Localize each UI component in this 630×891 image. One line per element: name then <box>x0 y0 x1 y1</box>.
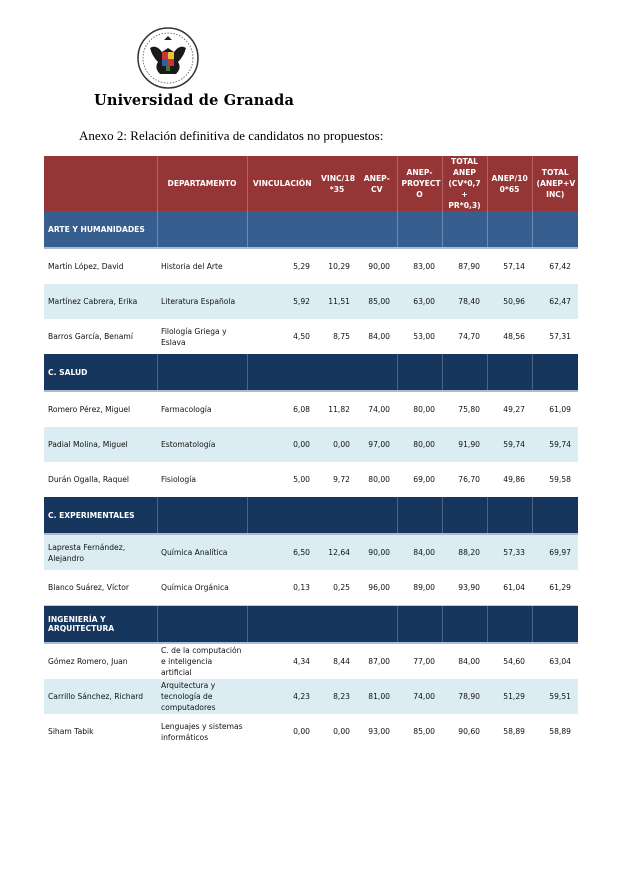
table-row <box>44 391 578 427</box>
department: Química Analítica <box>157 534 247 570</box>
anep-100-65: 48,56 <box>503 332 525 341</box>
anep-cv: 74,00 <box>368 405 390 414</box>
anep-proyecto: 69,00 <box>413 475 435 484</box>
vinc-18-35: 8,44 <box>333 657 350 666</box>
university-name: Universidad de Granada <box>94 92 295 109</box>
total-anep: 84,00 <box>458 657 480 666</box>
section-empty-cell <box>157 606 247 644</box>
department: Farmacología <box>161 405 212 414</box>
section-empty-cell <box>247 497 317 534</box>
section-empty-cell <box>317 211 357 248</box>
vinc-18-35: 8,75 <box>333 332 350 341</box>
total-anep-vinc: 59,51 <box>532 679 578 714</box>
anep-proyecto: 84,00 <box>397 534 442 570</box>
candidate-name: Barros García, Benamí <box>48 332 133 341</box>
total-anep-vinc: 61,09 <box>549 405 571 414</box>
department: C. de la computación e inteligencia artificial <box>161 646 242 677</box>
candidate-name: Padial Molina, Miguel <box>44 427 157 462</box>
anep-100-65: 57,14 <box>503 262 525 271</box>
total-anep-vinc: 62,47 <box>532 284 578 319</box>
table-row <box>44 462 578 497</box>
anep-proyecto: 74,00 <box>397 679 442 714</box>
anep-cv: 85,00 <box>357 284 397 319</box>
vinc-18-35: 0,00 <box>317 427 357 462</box>
vinculacion: 0,13 <box>247 570 317 606</box>
section-empty-cell <box>487 497 532 534</box>
section-empty-cell <box>532 606 578 644</box>
vinculacion: 0,00 <box>293 727 310 736</box>
anep-proyecto: 80,00 <box>413 405 435 414</box>
section-header-row <box>44 354 578 391</box>
table-row <box>44 570 578 606</box>
section-header-row <box>44 606 578 644</box>
total-anep: 76,70 <box>458 475 480 484</box>
anep-100-65: 58,89 <box>503 727 525 736</box>
total-anep: 87,90 <box>458 262 480 271</box>
section-empty-cell <box>317 497 357 534</box>
section-empty-cell <box>247 354 317 391</box>
section-empty-cell <box>357 497 397 534</box>
candidate-name: Siham Tabik <box>48 727 94 736</box>
total-anep: 90,60 <box>458 727 480 736</box>
table-row <box>44 248 578 284</box>
anep-cv: 93,00 <box>368 727 390 736</box>
annex-title: Anexo 2: Relación definitiva de candidatos no propuestos: <box>79 128 384 143</box>
table-row <box>44 319 578 354</box>
total-anep: 93,90 <box>442 570 487 606</box>
anep-cv: 96,00 <box>357 570 397 606</box>
section-empty-cell <box>247 211 317 248</box>
col-header-anep-proyecto: ANEP- PROYECT O <box>397 156 442 211</box>
anep-cv: 80,00 <box>368 475 390 484</box>
section-empty-cell <box>397 606 442 644</box>
vinc-18-35: 8,23 <box>317 679 357 714</box>
table-row <box>44 534 578 570</box>
section-empty-cell <box>157 354 247 391</box>
department: Literatura Española <box>157 284 247 319</box>
vinculacion: 6,50 <box>247 534 317 570</box>
total-anep-vinc: 58,89 <box>549 727 571 736</box>
table-row <box>44 679 578 714</box>
university-crest-icon <box>136 26 200 90</box>
candidate-name: Carrillo Sánchez, Richard <box>44 679 157 714</box>
anep-cv: 87,00 <box>368 657 390 666</box>
total-anep: 91,90 <box>442 427 487 462</box>
col-header-anep-cv: ANEP- CV <box>357 156 397 211</box>
section-empty-cell <box>397 211 442 248</box>
total-anep-vinc: 59,74 <box>532 427 578 462</box>
section-empty-cell <box>317 354 357 391</box>
table-row <box>44 427 578 462</box>
anep-cv: 81,00 <box>357 679 397 714</box>
anep-100-65: 51,29 <box>487 679 532 714</box>
section-title: ARTE Y HUMANIDADES <box>44 211 157 248</box>
vinculacion: 4,23 <box>247 679 317 714</box>
total-anep-vinc: 67,42 <box>549 262 571 271</box>
total-anep: 78,90 <box>442 679 487 714</box>
department: Química Orgánica <box>157 570 247 606</box>
department: Fisiología <box>161 475 196 484</box>
department: Lenguajes y sistemas informáticos <box>161 721 243 742</box>
section-empty-cell <box>532 497 578 534</box>
col-header-vinculacion: VINCULACIÓN <box>247 156 317 211</box>
section-title: C. EXPERIMENTALES <box>44 497 157 534</box>
anep-cv: 90,00 <box>357 534 397 570</box>
section-empty-cell <box>397 354 442 391</box>
vinc-18-35: 9,72 <box>333 475 350 484</box>
total-anep-vinc: 61,29 <box>532 570 578 606</box>
total-anep-vinc: 69,97 <box>532 534 578 570</box>
section-title: C. SALUD <box>44 354 157 391</box>
col-header-anep65: ANEP/10 0*65 <box>487 156 532 211</box>
section-header-row <box>44 211 578 248</box>
candidate-name: Lapresta Fernández, Alejandro <box>44 534 157 570</box>
vinc-18-35: 10,29 <box>328 262 350 271</box>
vinc-18-35: 0,25 <box>317 570 357 606</box>
department: Filología Griega y Eslava <box>161 326 227 347</box>
vinculacion: 5,00 <box>293 475 310 484</box>
anep-proyecto: 63,00 <box>397 284 442 319</box>
section-empty-cell <box>397 497 442 534</box>
anep-cv: 90,00 <box>368 262 390 271</box>
section-empty-cell <box>357 354 397 391</box>
anep-100-65: 61,04 <box>487 570 532 606</box>
anep-cv: 84,00 <box>368 332 390 341</box>
vinc-18-35: 11,51 <box>317 284 357 319</box>
total-anep-vinc: 63,04 <box>549 657 571 666</box>
table-header-row <box>44 156 578 211</box>
department: Arquitectura y tecnología de computadores <box>157 679 247 714</box>
section-title: INGENIERÍA Y ARQUITECTURA <box>44 606 157 644</box>
anep-proyecto: 85,00 <box>413 727 435 736</box>
anep-proyecto: 77,00 <box>413 657 435 666</box>
section-header-row <box>44 497 578 534</box>
section-empty-cell <box>487 606 532 644</box>
vinculacion: 0,00 <box>247 427 317 462</box>
col-header-departamento: DEPARTAMENTO <box>157 156 247 211</box>
vinc-18-35: 11,82 <box>328 405 350 414</box>
table-row <box>44 643 578 679</box>
col-header-vinc1835: VINC/18 *35 <box>317 156 357 211</box>
section-empty-cell <box>442 354 487 391</box>
anep-100-65: 54,60 <box>503 657 525 666</box>
department: Estomatología <box>157 427 247 462</box>
section-empty-cell <box>442 497 487 534</box>
section-empty-cell <box>532 354 578 391</box>
section-empty-cell <box>487 211 532 248</box>
col-header-total-anep: TOTAL ANEP (CV*0,7 + PR*0,3) <box>442 156 487 211</box>
total-anep: 78,40 <box>442 284 487 319</box>
total-anep: 88,20 <box>442 534 487 570</box>
table-row <box>44 714 578 749</box>
vinculacion: 4,34 <box>293 657 310 666</box>
anep-proyecto: 83,00 <box>413 262 435 271</box>
section-empty-cell <box>357 606 397 644</box>
col-header-total: TOTAL (ANEP+V INC) <box>532 156 578 211</box>
section-empty-cell <box>357 211 397 248</box>
candidates-table <box>44 156 578 749</box>
section-empty-cell <box>532 211 578 248</box>
anep-proyecto: 53,00 <box>413 332 435 341</box>
vinculacion: 5,29 <box>293 262 310 271</box>
candidate-name: Romero Pérez, Miguel <box>48 405 131 414</box>
col-header-name <box>44 156 157 211</box>
section-empty-cell <box>487 354 532 391</box>
anep-100-65: 50,96 <box>487 284 532 319</box>
section-empty-cell <box>442 211 487 248</box>
department: Historia del Arte <box>161 262 223 271</box>
vinculacion: 4,50 <box>293 332 310 341</box>
anep-proyecto: 89,00 <box>397 570 442 606</box>
section-empty-cell <box>317 606 357 644</box>
candidate-name: Durán Ogalla, Raquel <box>48 475 129 484</box>
anep-cv: 97,00 <box>357 427 397 462</box>
section-empty-cell <box>157 497 247 534</box>
vinc-18-35: 0,00 <box>333 727 350 736</box>
candidate-name: Martín López, David <box>48 262 124 271</box>
anep-proyecto: 80,00 <box>397 427 442 462</box>
anep-100-65: 49,86 <box>503 475 525 484</box>
total-anep-vinc: 59,58 <box>549 475 571 484</box>
total-anep: 75,80 <box>458 405 480 414</box>
vinculacion: 5,92 <box>247 284 317 319</box>
anep-100-65: 59,74 <box>487 427 532 462</box>
candidate-name: Gómez Romero, Juan <box>48 657 128 666</box>
section-empty-cell <box>442 606 487 644</box>
candidate-name: Martínez Cabrera, Erika <box>44 284 157 319</box>
vinculacion: 6,08 <box>293 405 310 414</box>
vinc-18-35: 12,64 <box>317 534 357 570</box>
section-empty-cell <box>157 211 247 248</box>
anep-100-65: 57,33 <box>487 534 532 570</box>
total-anep-vinc: 57,31 <box>549 332 571 341</box>
section-empty-cell <box>247 606 317 644</box>
candidate-name: Blanco Suárez, Víctor <box>44 570 157 606</box>
anep-100-65: 49,27 <box>503 405 525 414</box>
total-anep: 74,70 <box>458 332 480 341</box>
table-row <box>44 284 578 319</box>
